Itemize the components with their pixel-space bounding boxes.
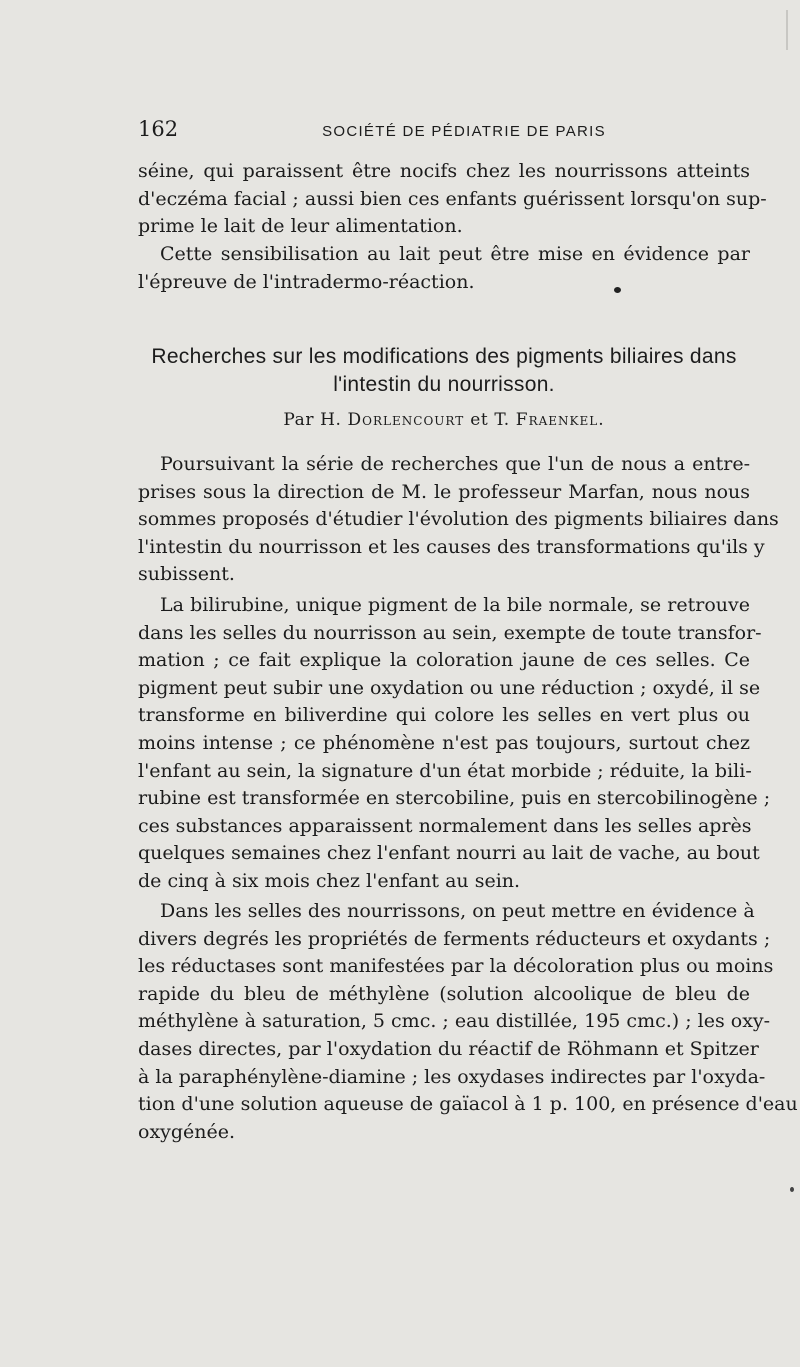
text-line: méthylène à saturation, 5 cmc. ; eau distillée, 195 cmc.) ; les oxy- <box>138 1010 771 1033</box>
text-line: les réductases sont manifestées par la décoloration plus ou moins <box>138 955 774 978</box>
text-line: transforme en biliverdine qui colore les selles en vert plus ou <box>138 704 750 727</box>
text-line: La bilirubine, unique pigment de la bile normale, se retrouve <box>160 594 750 616</box>
authors-connector: et T. <box>464 410 516 430</box>
text-line: l'épreuve de l'intradermo-réaction. <box>138 270 475 293</box>
text-line: de cinq à six mois chez l'enfant au sein. <box>138 869 521 892</box>
article-title <box>138 343 750 399</box>
text-line: Cette sensibilisation au lait peut être mise en évidence par <box>160 243 750 265</box>
text-line: ces substances apparaissent normalement dans les selles après <box>138 814 752 837</box>
text-line: Poursuivant la série de recherches que l'un de nous a entre- <box>160 453 750 475</box>
running-head: SOCIÉTÉ DE PÉDIATRIE DE PARIS <box>322 123 606 140</box>
text-line: dases directes, par l'oxydation du réactif de Röhmann et Spitzer <box>138 1037 759 1060</box>
text-line: Dans les selles des nourrissons, on peut mettre en évidence à <box>160 900 755 922</box>
author-name: Fraenkel. <box>515 410 605 430</box>
text-line: tion d'une solution aqueuse de gaïacol à 1 p. 100, en présence d'eau <box>138 1093 798 1116</box>
page-edge-dot <box>790 1187 794 1192</box>
article-title-line: l'intestin du nourrisson. <box>333 373 555 396</box>
text-line: rubine est transformée en stercobiline, puis en stercobilinogène ; <box>138 787 771 810</box>
page-header <box>138 117 750 147</box>
text-line: à la paraphénylène-diamine ; les oxydases indirectes par l'oxyda- <box>138 1065 766 1088</box>
intro-paragraph <box>138 158 767 241</box>
authors-prefix: Par H. <box>283 410 348 430</box>
text-line: sommes proposés d'étudier l'évolution des pigments biliaires dans <box>138 508 779 531</box>
paragraph-3 <box>138 898 798 1146</box>
article-title-line: Recherches sur les modifications des pigments biliaires dans <box>151 345 737 368</box>
paragraph-2 <box>138 592 771 896</box>
text-line: d'eczéma facial ; aussi bien ces enfants guérissent lorsqu'on sup- <box>138 187 767 210</box>
paragraph-1 <box>138 451 779 589</box>
text-line: rapide du bleu de méthylène (solution alcoolique de bleu de <box>138 982 750 1005</box>
text-line: prises sous la direction de M. le professeur Marfan, nous nous <box>138 480 750 503</box>
page-edge-mark <box>786 10 788 50</box>
article-authors <box>138 410 750 430</box>
text-line: dans les selles du nourrisson au sein, exempte de toute transfor- <box>138 621 762 644</box>
text-line: moins intense ; ce phénomène n'est pas toujours, surtout chez <box>138 731 750 754</box>
text-line: quelques semaines chez l'enfant nourri au lait de vache, au bout <box>138 842 760 865</box>
text-line: mation ; ce fait explique la coloration jaune de ces selles. Ce <box>138 649 750 672</box>
intro-paragraph-2 <box>138 241 750 296</box>
ink-speck <box>614 287 621 293</box>
text-line: l'intestin du nourrisson et les causes des transformations qu'ils y <box>138 535 765 558</box>
page-number: 162 <box>138 117 179 141</box>
text-line: oxygénée. <box>138 1120 236 1143</box>
text-line: séine, qui paraissent être nocifs chez les nourrissons atteints <box>138 160 750 182</box>
author-name: Dorlencourt <box>347 410 465 430</box>
text-line: subissent. <box>138 563 235 586</box>
text-line: divers degrés les propriétés de ferments réducteurs et oxydants ; <box>138 927 771 950</box>
text-line: pigment peut subir une oxydation ou une réduction ; oxydé, il se <box>138 676 761 699</box>
text-line: prime le lait de leur alimentation. <box>138 215 463 238</box>
text-line: l'enfant au sein, la signature d'un état morbide ; réduite, la bili- <box>138 759 752 782</box>
